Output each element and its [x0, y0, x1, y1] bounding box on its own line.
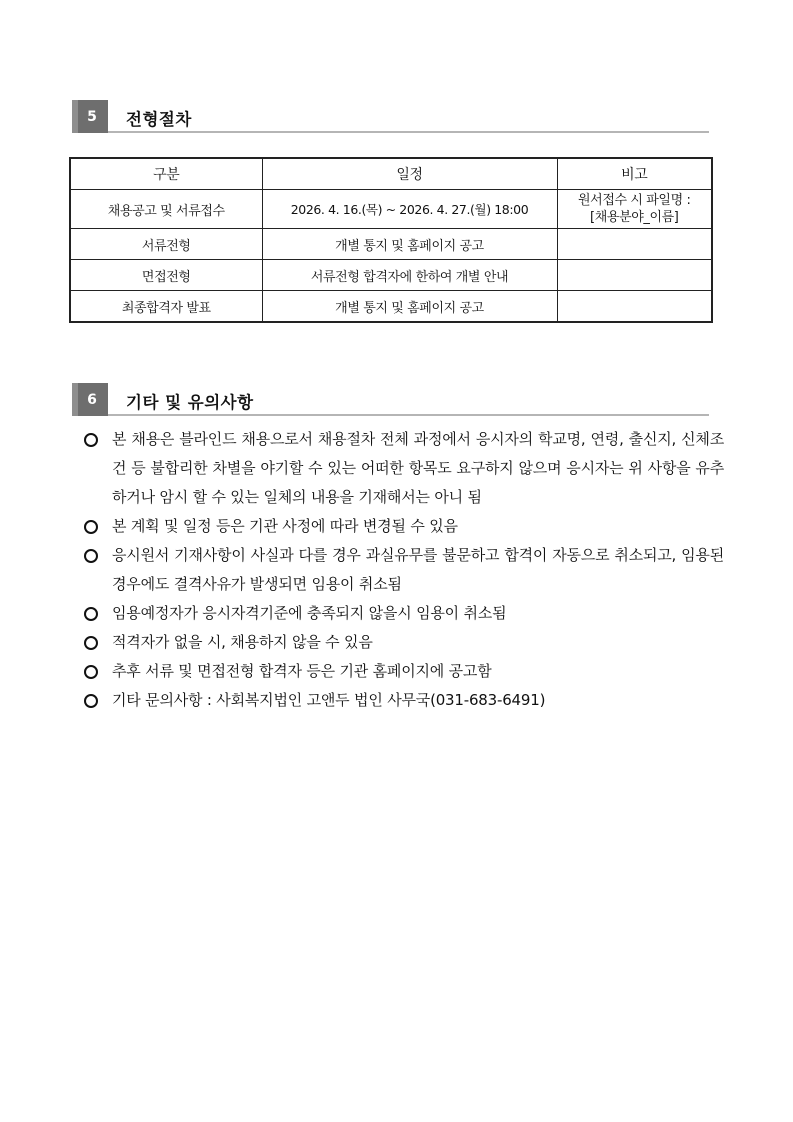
- section-5-divider: [108, 131, 709, 133]
- table-row: [70, 190, 712, 229]
- header-schedule: 일정: [262, 158, 557, 190]
- list-item: [84, 425, 724, 512]
- list-item-text: 응시원서 기재사항이 사실과 다를 경우 과실유무를 불문하고 합격이 자동으로 취소되고, 임용된 경우에도 결격사유가 발생되면 임용이 취소됨: [112, 546, 724, 593]
- note-line-1: 원서접수 시 파일명 :: [578, 193, 691, 208]
- row-note: [557, 291, 712, 323]
- row-schedule: 2026. 4. 16.(목) ~ 2026. 4. 27.(월) 18:00: [262, 190, 557, 229]
- table-row: [70, 229, 712, 260]
- row-note: [557, 260, 712, 291]
- section-6-header: [72, 383, 709, 416]
- note-line-2: [채용분야_이름]: [590, 210, 679, 225]
- circle-bullet-icon: [84, 607, 98, 621]
- circle-bullet-icon: [84, 694, 98, 708]
- section-5-title: 전형절차: [126, 110, 192, 129]
- list-item: [84, 657, 724, 686]
- row-note: [557, 190, 712, 229]
- list-item-text: 추후 서류 및 면접전형 합격자 등은 기관 홈페이지에 공고함: [112, 662, 492, 680]
- table-row: [70, 260, 712, 291]
- row-note: [557, 229, 712, 260]
- row-category: 면접전형: [70, 260, 262, 291]
- list-item-text: 본 채용은 블라인드 채용으로서 채용절차 전체 과정에서 응시자의 학교명, 연령, 출신지, 신체조건 등 불합리한 차별을 야기할 수 있는 어떠한 항목도 요구하지 않으며 응시자는 위 사항을 유추하거나 암시 할 수 있는 일체의 내용을 기재해서는 아니 됨: [112, 430, 724, 506]
- row-category: 채용공고 및 서류접수: [70, 190, 262, 229]
- header-category: 구분: [70, 158, 262, 190]
- row-schedule: 서류전형 합격자에 한하여 개별 안내: [262, 260, 557, 291]
- section-5-number: 5: [72, 100, 108, 133]
- circle-bullet-icon: [84, 520, 98, 534]
- row-category: 최종합격자 발표: [70, 291, 262, 323]
- list-item-text: 적격자가 없을 시, 채용하지 않을 수 있음: [112, 633, 373, 651]
- circle-bullet-icon: [84, 433, 98, 447]
- row-schedule: 개별 통지 및 홈페이지 공고: [262, 229, 557, 260]
- list-item: [84, 686, 724, 715]
- circle-bullet-icon: [84, 636, 98, 650]
- table-header-row: [70, 158, 712, 190]
- list-item-text: 본 계획 및 일정 등은 기관 사정에 따라 변경될 수 있음: [112, 517, 458, 535]
- table-row: [70, 291, 712, 323]
- list-item-text: 임용예정자가 응시자격기준에 충족되지 않을시 임용이 취소됨: [112, 604, 507, 622]
- notes-list: [84, 425, 724, 715]
- list-item: [84, 599, 724, 628]
- row-schedule: 개별 통지 및 홈페이지 공고: [262, 291, 557, 323]
- section-6-title: 기타 및 유의사항: [126, 393, 254, 412]
- list-item: [84, 541, 724, 599]
- row-category: 서류전형: [70, 229, 262, 260]
- circle-bullet-icon: [84, 549, 98, 563]
- list-item: [84, 628, 724, 657]
- list-item-text: 기타 문의사항 : 사회복지법인 고앤두 법인 사무국(031-683-6491): [112, 691, 546, 709]
- header-note: 비고: [557, 158, 712, 190]
- section-6-number: 6: [72, 383, 108, 416]
- section-5-header: [72, 100, 709, 133]
- schedule-table: [69, 157, 713, 323]
- circle-bullet-icon: [84, 665, 98, 679]
- list-item: [84, 512, 724, 541]
- section-6-divider: [108, 414, 709, 416]
